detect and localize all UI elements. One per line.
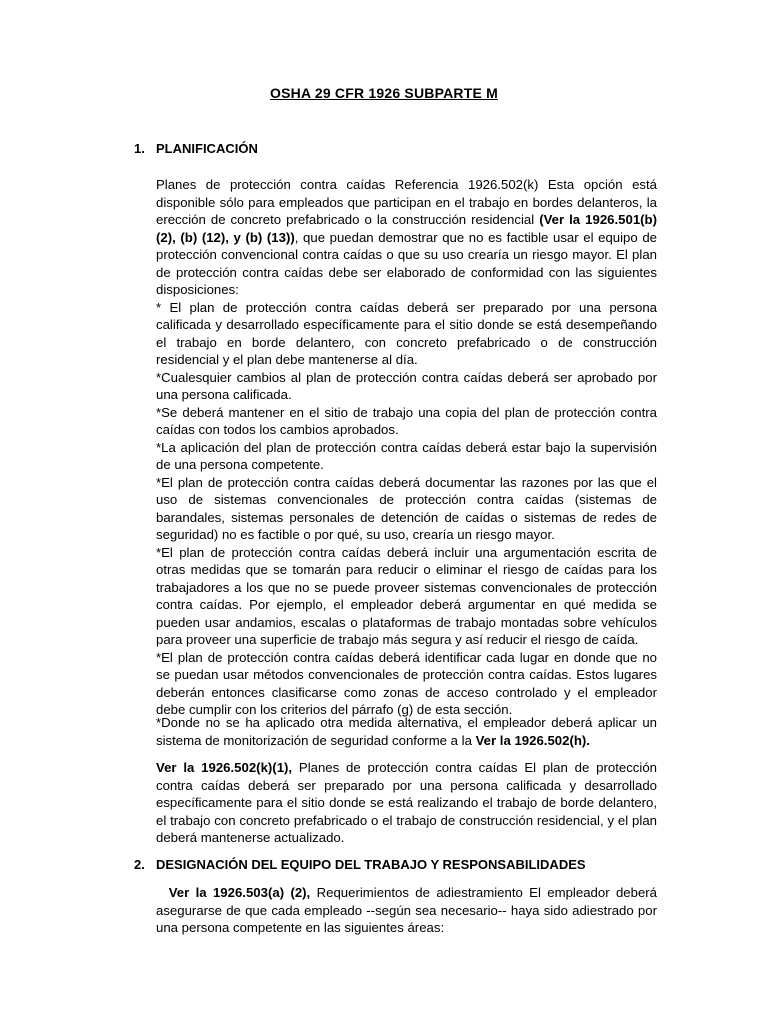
section-heading-designacion <box>134 857 586 872</box>
section-title: DESIGNACIÓN DEL EQUIPO DEL TRABAJO Y RESPONSABILIDADES <box>156 857 586 872</box>
bullet-item: *El plan de protección contra caídas deberá documentar las razones por las que el uso de sistemas convencionales de protección contra caídas (sistemas de barandales, sistemas personales de detención de caídas o sistemas de redes de seguridad) no es factible o por qué, su uso, crearía un riesgo mayor. <box>156 474 657 542</box>
bullet-item: *Se deberá mantener en el sitio de trabajo una copia del plan de protección contra caídas con todos los cambios aprobados. <box>156 404 657 437</box>
ver-reference: Ver la 1926.502(k)(1), <box>156 760 293 775</box>
bullet-item: * El plan de protección contra caídas deberá ser preparado por una persona calificada y desarrollado específicamente para el sitio donde se está desempeñando el trabajo en borde delantero, con concreto prefabricado o de construcción residencial y el plan debe mantenerse al día. <box>156 299 657 367</box>
ver-text: Planes de protección contra caídas El plan de protección contra caídas deberá ser preparado por una persona calificada y desarrollado específicamente para el sitio donde se está realizando el trabajo de borde delantero, el trabajo con concreto prefabricado o el trabajo de construcción residencial, y el plan deberá mantenerse actualizado. <box>156 760 657 845</box>
document-title: OSHA 29 CFR 1926 SUBPARTE M <box>270 85 498 101</box>
ver-paragraph <box>156 759 657 847</box>
section-heading-planificacion <box>134 141 258 156</box>
section-1-body <box>156 176 657 719</box>
intro-paragraph <box>156 176 657 299</box>
bullet-item: *La aplicación del plan de protección contra caídas deberá estar bajo la supervisión de una persona competente. <box>156 439 657 472</box>
training-text: Requerimientos de adiestramiento El empleador deberá asegurarse de que cada empleado --según sea necesario-- haya sido adiestrado por una persona competente en las siguientes áreas: <box>156 885 658 935</box>
bullet-item: *El plan de protección contra caídas deberá incluir una argumentación escrita de otras medidas que se tomarán para reducir o eliminar el riesgo de caídas para los trabajadores a los que no se puede proveer sistemas convencionales de protección contra caídas. Por ejemplo, el empleador deberá argumentar en qué medida se pueden usar andamios, escalas o plataformas de trabajo montadas sobre vehículos para proveer una superficie de trabajo más segura y así reducir el riesgo de caída. <box>156 544 657 647</box>
section-number: 2. <box>134 857 145 872</box>
section-title: PLANIFICACIÓN <box>156 141 258 156</box>
alternative-measure-paragraph <box>156 714 657 749</box>
training-reference: Ver la 1926.503(a) (2), <box>168 885 311 900</box>
section-2-body <box>156 884 657 937</box>
bullet-item: *El plan de protección contra caídas deberá identificar cada lugar en donde que no se puedan usar métodos convencionales de protección contra caídas. Estos lugares deberán entonces clasificarse como zonas de acceso controlado y el empleador debe cumplir con los criterios del párrafo (g) de esta sección. <box>156 649 657 717</box>
section-number: 1. <box>134 141 145 156</box>
intro-text: Planes de protección contra caídas Referencia 1926.502(k) Esta opción está disponible sólo para empleados que participan en el trabajo en bordes delanteros, la erección de concreto prefabricado o la construcción residencial <box>156 177 657 227</box>
intro-reference: (Ver la 1926.501(b) (2), (b) (12), y (b) (13)) <box>156 212 657 245</box>
intro-text-continued: , que puedan demostrar que no es factible usar el equipo de protección convencional contra caídas o que su uso crearía un riesgo mayor. El plan de protección contra caídas debe ser elaborado de conformidad con las siguientes disposiciones: <box>156 229 657 297</box>
alt-reference: Ver la 1926.502(h). <box>475 732 590 748</box>
bullet-item: *Cualesquier cambios al plan de protección contra caídas deberá ser aprobado por una persona calificada. <box>156 369 657 402</box>
alt-text: *Donde no se ha aplicado otra medida alternativa, el empleador deberá aplicar un sistema de monitorización de seguridad conforme a la <box>156 715 657 748</box>
